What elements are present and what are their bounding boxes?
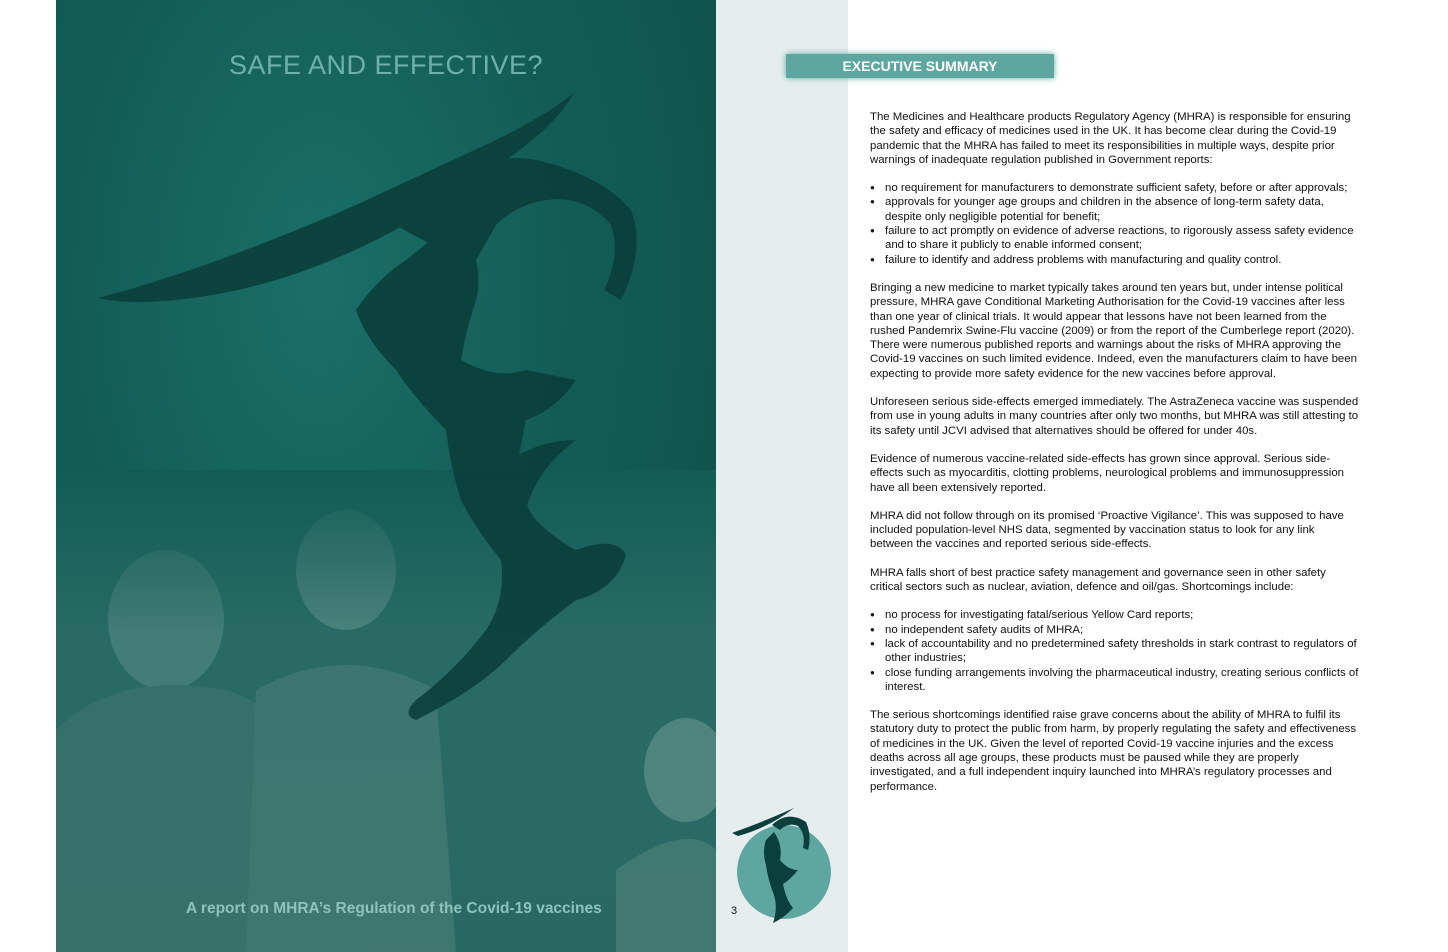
list-item: ● approvals for younger age groups and children in the absence of long-term safety data, despite only negligible potential for benefit;: [870, 195, 1360, 224]
winged-messenger-logo-icon: [728, 800, 838, 925]
paragraph-side-effects: Unforeseen serious side-effects emerged immediately. The AstraZeneca vaccine was suspended from use in young adults in many countries after only two months, but MHRA was still attesting to its safety until JCVI advised that alternatives should be offered for under 40s.: [870, 396, 1359, 437]
winged-messenger-silhouette: [56, 0, 716, 952]
paragraph-best-practice: MHRA falls short of best practice safety management and governance seen in other safety critical sectors such as nuclear, aviation, defence and oil/gas. Shortcomings include:: [870, 566, 1326, 594]
paragraph-vigilance: MHRA did not follow through on its promised ‘Proactive Vigilance’. This was supposed to have included population-level NHS data, segmented by vaccination status to look for any link between the vaccines and reported serious side-effects.: [870, 509, 1344, 551]
paragraph-evidence: Evidence of numerous vaccine-related side-effects has grown since approval. Serious side-effects such as myocarditis, clotting problems, neurological problems and immunosuppression have all been extensively reported.: [870, 452, 1344, 494]
paragraph-market: Bringing a new medicine to market typically takes around ten years but, under intense political pressure, MHRA gave Conditional Marketing Authorisation for the Covid-19 vaccines after less than one year of clinical trials. It would appear that lessons have not been learned from the rushed Pandemrix Swine-Flu vaccine (2009) or from the report of the Cumberlege report (2020). There were numerous published reports and warnings about the risks of MHRA approving the Covid-19 vaccines on such limited evidence. Indeed, even the manufacturers claim to have been expecting to provide more safety evidence for the new vaccines before approval.: [870, 281, 1357, 380]
page-number: 3: [731, 905, 738, 917]
list-item: ● failure to identify and address problems with manufacturing and quality control.: [870, 253, 1360, 267]
shortcomings-list: [870, 608, 1360, 694]
list-item: ● lack of accountability and no predetermined safety thresholds in stark contrast to regulators of other industries;: [870, 637, 1360, 666]
failures-list: [870, 181, 1360, 267]
list-item: ● no process for investigating fatal/serious Yellow Card reports;: [870, 608, 1360, 622]
list-item: ● failure to act promptly on evidence of adverse reactions, to rigorously assess safety evidence and to share it publicly to enable informed consent;: [870, 224, 1360, 253]
executive-summary-body: [870, 110, 1360, 808]
intro-paragraph: The Medicines and Healthcare products Regulatory Agency (MHRA) is responsible for ensuring the safety and efficacy of medicines used in the UK. It has become clear during the Covid-19 pandemic that the MHRA has failed to meet its responsibilities in multiple ways, despite prior warnings of inadequate regulation published in Government reports:: [870, 111, 1351, 166]
list-item: ● no independent safety audits of MHRA;: [870, 623, 1360, 637]
executive-summary-heading: EXECUTIVE SUMMARY: [786, 54, 1054, 78]
cover-title: SAFE AND EFFECTIVE?: [228, 50, 544, 80]
cover-page: [56, 0, 716, 952]
list-item: ● close funding arrangements involving the pharmaceutical industry, creating serious conflicts of interest.: [870, 666, 1360, 695]
cover-subtitle: A report on MHRA’s Regulation of the Covid-19 vaccines: [186, 900, 602, 917]
paragraph-conclusion: The serious shortcomings identified raise grave concerns about the ability of MHRA to fulfil its statutory duty to protect the public from harm, by properly regulating the safety and effectiveness of medicines in the UK. Given the level of reported Covid-19 vaccine injuries and the excess deaths across all age groups, these products must be paused while they are properly investigated, and a full independent inquiry launched into MHRA’s regulatory processes and performance.: [870, 709, 1357, 793]
list-item: ● no requirement for manufacturers to demonstrate sufficient safety, before or after approvals;: [870, 181, 1360, 195]
